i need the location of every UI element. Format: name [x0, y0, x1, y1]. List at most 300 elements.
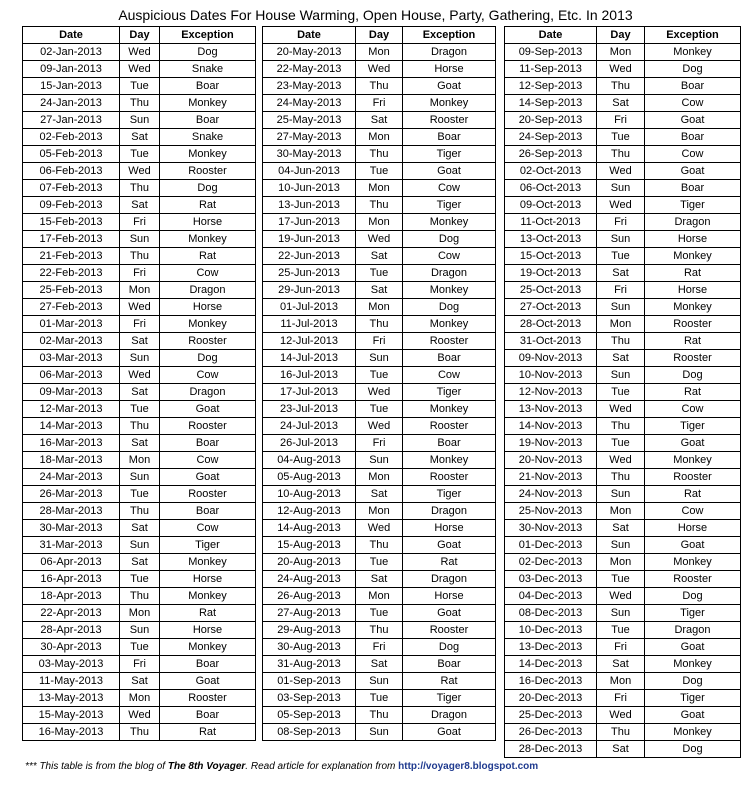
day-header: Day [356, 27, 403, 44]
day-cell: Tue [356, 554, 403, 571]
date-cell: 16-Jul-2013 [263, 367, 356, 384]
exception-cell: Cow [403, 180, 496, 197]
date-cell: 16-May-2013 [23, 724, 120, 741]
table-row [23, 503, 256, 520]
table-row [23, 520, 256, 537]
day-cell: Mon [356, 214, 403, 231]
table-row [505, 197, 741, 214]
table-row [505, 622, 741, 639]
date-cell: 09-Feb-2013 [23, 197, 120, 214]
exception-cell: Goat [645, 112, 741, 129]
exception-cell: Cow [160, 520, 256, 537]
day-cell: Tue [356, 605, 403, 622]
table-row [263, 707, 496, 724]
day-cell: Sat [120, 129, 160, 146]
date-cell: 16-Mar-2013 [23, 435, 120, 452]
table-row [263, 520, 496, 537]
table-row [505, 486, 741, 503]
day-cell: Tue [120, 78, 160, 95]
day-cell: Mon [356, 129, 403, 146]
exception-cell: Rooster [403, 112, 496, 129]
exception-cell: Monkey [160, 231, 256, 248]
table-row [23, 418, 256, 435]
table-row [505, 129, 741, 146]
date-cell: 02-Feb-2013 [23, 129, 120, 146]
date-cell: 03-May-2013 [23, 656, 120, 673]
table-row [23, 112, 256, 129]
exception-cell: Dragon [645, 214, 741, 231]
exception-cell: Rooster [403, 333, 496, 350]
day-cell: Wed [356, 231, 403, 248]
table-row [505, 656, 741, 673]
table-row [505, 299, 741, 316]
exception-cell: Rooster [160, 333, 256, 350]
date-cell: 10-Jun-2013 [263, 180, 356, 197]
exception-cell: Rooster [403, 469, 496, 486]
day-cell: Thu [356, 622, 403, 639]
date-cell: 17-Jun-2013 [263, 214, 356, 231]
exception-cell: Horse [645, 282, 741, 299]
date-header: Date [505, 27, 597, 44]
day-cell: Sun [597, 537, 645, 554]
exception-cell: Boar [645, 78, 741, 95]
table-row [23, 571, 256, 588]
day-cell: Thu [120, 503, 160, 520]
footer-blog-name: The 8th Voyager [167, 761, 246, 772]
date-cell: 26-Sep-2013 [505, 146, 597, 163]
date-cell: 29-Jun-2013 [263, 282, 356, 299]
table-header-row [505, 27, 741, 44]
exception-cell: Goat [160, 673, 256, 690]
table-row [263, 724, 496, 741]
table-row [23, 605, 256, 622]
date-cell: 25-Jun-2013 [263, 265, 356, 282]
exception-cell: Cow [645, 146, 741, 163]
exception-cell: Dog [645, 367, 741, 384]
date-cell: 28-Oct-2013 [505, 316, 597, 333]
day-cell: Mon [356, 503, 403, 520]
date-cell: 14-Nov-2013 [505, 418, 597, 435]
exception-cell: Dragon [160, 384, 256, 401]
date-cell: 02-Mar-2013 [23, 333, 120, 350]
date-cell: 02-Jan-2013 [23, 44, 120, 61]
exception-cell: Horse [160, 571, 256, 588]
date-cell: 17-Jul-2013 [263, 384, 356, 401]
footer-middle: . Read article for explanation from [245, 761, 396, 772]
date-cell: 16-Dec-2013 [505, 673, 597, 690]
day-cell: Wed [597, 707, 645, 724]
date-cell: 10-Dec-2013 [505, 622, 597, 639]
exception-cell: Monkey [160, 316, 256, 333]
date-cell: 02-Dec-2013 [505, 554, 597, 571]
exception-cell: Goat [403, 78, 496, 95]
table-row [23, 639, 256, 656]
table-row [505, 469, 741, 486]
exception-cell: Rooster [645, 316, 741, 333]
day-cell: Sun [597, 180, 645, 197]
date-cell: 28-Dec-2013 [505, 741, 597, 758]
date-cell: 08-Sep-2013 [263, 724, 356, 741]
table-row [23, 588, 256, 605]
date-cell: 27-Aug-2013 [263, 605, 356, 622]
exception-cell: Monkey [645, 248, 741, 265]
exception-cell: Goat [645, 435, 741, 452]
exception-cell: Goat [160, 401, 256, 418]
day-cell: Wed [356, 520, 403, 537]
table-row [263, 197, 496, 214]
date-cell: 21-Feb-2013 [23, 248, 120, 265]
date-cell: 28-Mar-2013 [23, 503, 120, 520]
day-cell: Wed [597, 452, 645, 469]
date-cell: 12-Aug-2013 [263, 503, 356, 520]
day-cell: Mon [597, 316, 645, 333]
date-cell: 22-May-2013 [263, 61, 356, 78]
date-cell: 30-Nov-2013 [505, 520, 597, 537]
date-cell: 30-Aug-2013 [263, 639, 356, 656]
table-row [263, 78, 496, 95]
date-cell: 15-Oct-2013 [505, 248, 597, 265]
exception-cell: Cow [403, 367, 496, 384]
day-cell: Sat [597, 95, 645, 112]
day-cell: Sun [120, 469, 160, 486]
table-row [263, 299, 496, 316]
table-row [263, 503, 496, 520]
day-cell: Fri [597, 690, 645, 707]
table-row [505, 537, 741, 554]
date-cell: 17-Feb-2013 [23, 231, 120, 248]
date-cell: 11-Oct-2013 [505, 214, 597, 231]
table-row [23, 384, 256, 401]
table-row [505, 401, 741, 418]
table-row [23, 44, 256, 61]
table-row [505, 690, 741, 707]
date-cell: 22-Jun-2013 [263, 248, 356, 265]
date-cell: 09-Jan-2013 [23, 61, 120, 78]
table-row [23, 401, 256, 418]
day-cell: Tue [597, 384, 645, 401]
date-cell: 06-Mar-2013 [23, 367, 120, 384]
date-cell: 27-Feb-2013 [23, 299, 120, 316]
day-cell: Fri [356, 95, 403, 112]
exception-cell: Monkey [645, 656, 741, 673]
day-cell: Thu [356, 78, 403, 95]
day-cell: Sat [356, 656, 403, 673]
day-cell: Thu [597, 78, 645, 95]
exception-cell: Dragon [403, 44, 496, 61]
date-cell: 13-Oct-2013 [505, 231, 597, 248]
exception-cell: Tiger [645, 690, 741, 707]
table-row [23, 61, 256, 78]
table-row [505, 588, 741, 605]
footer-url-link[interactable]: http://voyager8.blogspot.com [398, 761, 539, 772]
exception-cell: Dragon [403, 571, 496, 588]
table-row [263, 588, 496, 605]
day-cell: Thu [597, 333, 645, 350]
date-cell: 26-Jul-2013 [263, 435, 356, 452]
day-cell: Wed [120, 44, 160, 61]
day-cell: Sun [356, 673, 403, 690]
date-cell: 13-May-2013 [23, 690, 120, 707]
day-cell: Thu [356, 707, 403, 724]
table-row [505, 78, 741, 95]
day-cell: Sat [120, 333, 160, 350]
date-cell: 16-Apr-2013 [23, 571, 120, 588]
day-cell: Sat [120, 554, 160, 571]
day-cell: Thu [356, 146, 403, 163]
exception-cell: Boar [160, 435, 256, 452]
date-cell: 20-Dec-2013 [505, 690, 597, 707]
day-cell: Tue [120, 486, 160, 503]
table-row [263, 333, 496, 350]
exception-cell: Boar [645, 129, 741, 146]
date-cell: 31-Aug-2013 [263, 656, 356, 673]
table-row [505, 214, 741, 231]
exception-cell: Rooster [160, 418, 256, 435]
date-cell: 24-Aug-2013 [263, 571, 356, 588]
table-row [23, 248, 256, 265]
exception-cell: Boar [645, 180, 741, 197]
table-row [505, 571, 741, 588]
date-cell: 01-Dec-2013 [505, 537, 597, 554]
day-header: Day [120, 27, 160, 44]
table-row [23, 333, 256, 350]
day-cell: Tue [356, 401, 403, 418]
day-cell: Fri [356, 639, 403, 656]
table-row [505, 146, 741, 163]
exception-cell: Dog [645, 741, 741, 758]
date-cell: 14-Mar-2013 [23, 418, 120, 435]
table-row [263, 95, 496, 112]
table-row [263, 44, 496, 61]
day-cell: Sat [120, 673, 160, 690]
exception-cell: Monkey [160, 554, 256, 571]
date-header: Date [263, 27, 356, 44]
exception-cell: Goat [403, 163, 496, 180]
day-cell: Thu [356, 316, 403, 333]
dates-table-2 [262, 26, 496, 741]
exception-cell: Monkey [403, 214, 496, 231]
day-cell: Mon [597, 554, 645, 571]
day-cell: Thu [597, 146, 645, 163]
exception-cell: Rooster [645, 350, 741, 367]
day-cell: Sat [120, 435, 160, 452]
day-cell: Sun [120, 350, 160, 367]
table-row [505, 452, 741, 469]
day-cell: Thu [120, 248, 160, 265]
day-cell: Thu [597, 418, 645, 435]
day-cell: Sat [597, 656, 645, 673]
table-row [263, 384, 496, 401]
day-cell: Sun [356, 350, 403, 367]
exception-cell: Dragon [403, 265, 496, 282]
table-row [263, 486, 496, 503]
exception-cell: Rat [403, 673, 496, 690]
exception-cell: Rat [645, 333, 741, 350]
date-header: Date [23, 27, 120, 44]
date-cell: 23-May-2013 [263, 78, 356, 95]
exception-cell: Rat [160, 724, 256, 741]
date-cell: 09-Oct-2013 [505, 197, 597, 214]
table-row [505, 707, 741, 724]
date-cell: 13-Dec-2013 [505, 639, 597, 656]
table-row [23, 163, 256, 180]
date-cell: 24-Sep-2013 [505, 129, 597, 146]
table-row [23, 435, 256, 452]
day-cell: Mon [597, 673, 645, 690]
day-cell: Wed [120, 707, 160, 724]
day-cell: Sat [597, 350, 645, 367]
day-cell: Sat [356, 486, 403, 503]
exception-cell: Dragon [403, 707, 496, 724]
table-row [263, 316, 496, 333]
date-cell: 04-Jun-2013 [263, 163, 356, 180]
day-cell: Wed [120, 163, 160, 180]
dates-table-3 [504, 26, 741, 758]
exception-cell: Tiger [645, 605, 741, 622]
exception-cell: Monkey [160, 146, 256, 163]
table-row [263, 639, 496, 656]
day-cell: Tue [356, 367, 403, 384]
table-row [263, 61, 496, 78]
day-cell: Thu [356, 537, 403, 554]
exception-cell: Tiger [645, 418, 741, 435]
exception-cell: Cow [645, 503, 741, 520]
exception-cell: Snake [160, 129, 256, 146]
day-cell: Mon [120, 605, 160, 622]
table-row [263, 469, 496, 486]
day-cell: Mon [120, 452, 160, 469]
exception-cell: Cow [645, 95, 741, 112]
date-cell: 12-Sep-2013 [505, 78, 597, 95]
exception-cell: Rooster [403, 622, 496, 639]
table-row [505, 673, 741, 690]
exception-cell: Boar [160, 503, 256, 520]
exception-header: Exception [403, 27, 496, 44]
date-cell: 24-Nov-2013 [505, 486, 597, 503]
table-row [23, 299, 256, 316]
page-title: Auspicious Dates For House Warming, Open House, Party, Gathering, Etc. In 2013 [118, 7, 633, 23]
exception-cell: Rooster [160, 486, 256, 503]
table-row [505, 265, 741, 282]
exception-cell: Monkey [160, 588, 256, 605]
day-cell: Wed [597, 588, 645, 605]
date-cell: 28-Apr-2013 [23, 622, 120, 639]
table-row [23, 129, 256, 146]
exception-cell: Dog [645, 61, 741, 78]
exception-cell: Goat [160, 469, 256, 486]
day-cell: Tue [597, 129, 645, 146]
date-cell: 09-Sep-2013 [505, 44, 597, 61]
exception-cell: Rooster [645, 571, 741, 588]
table-row [505, 520, 741, 537]
day-cell: Tue [120, 639, 160, 656]
date-cell: 10-Nov-2013 [505, 367, 597, 384]
date-cell: 22-Feb-2013 [23, 265, 120, 282]
exception-cell: Goat [645, 163, 741, 180]
date-cell: 25-Oct-2013 [505, 282, 597, 299]
date-cell: 30-Apr-2013 [23, 639, 120, 656]
day-cell: Thu [597, 724, 645, 741]
date-cell: 27-Oct-2013 [505, 299, 597, 316]
date-cell: 19-Oct-2013 [505, 265, 597, 282]
exception-cell: Tiger [160, 537, 256, 554]
day-cell: Mon [356, 44, 403, 61]
day-cell: Wed [120, 299, 160, 316]
exception-cell: Dog [645, 588, 741, 605]
exception-cell: Rooster [645, 469, 741, 486]
exception-cell: Rooster [160, 163, 256, 180]
table-row [505, 180, 741, 197]
exception-cell: Rooster [403, 418, 496, 435]
exception-cell: Dog [160, 180, 256, 197]
table-row [263, 605, 496, 622]
exception-cell: Tiger [403, 146, 496, 163]
exception-cell: Dog [160, 350, 256, 367]
date-cell: 25-Nov-2013 [505, 503, 597, 520]
day-header: Day [597, 27, 645, 44]
exception-cell: Monkey [645, 554, 741, 571]
date-cell: 24-Mar-2013 [23, 469, 120, 486]
exception-cell: Cow [645, 401, 741, 418]
day-cell: Sat [356, 248, 403, 265]
table-row [263, 231, 496, 248]
exception-cell: Cow [160, 452, 256, 469]
exception-cell: Cow [403, 248, 496, 265]
table-row [505, 384, 741, 401]
date-cell: 29-Aug-2013 [263, 622, 356, 639]
day-cell: Sat [597, 520, 645, 537]
date-cell: 01-Sep-2013 [263, 673, 356, 690]
date-cell: 19-Nov-2013 [505, 435, 597, 452]
exception-cell: Tiger [403, 690, 496, 707]
exception-cell: Boar [160, 656, 256, 673]
table-row [23, 265, 256, 282]
date-cell: 31-Oct-2013 [505, 333, 597, 350]
day-cell: Thu [120, 588, 160, 605]
date-cell: 08-Dec-2013 [505, 605, 597, 622]
day-cell: Tue [597, 435, 645, 452]
day-cell: Wed [597, 61, 645, 78]
exception-cell: Rat [403, 554, 496, 571]
table-row [263, 350, 496, 367]
date-cell: 23-Jul-2013 [263, 401, 356, 418]
exception-cell: Tiger [403, 197, 496, 214]
day-cell: Thu [120, 180, 160, 197]
exception-cell: Snake [160, 61, 256, 78]
exception-cell: Monkey [403, 401, 496, 418]
day-cell: Fri [597, 282, 645, 299]
day-cell: Sat [356, 571, 403, 588]
day-cell: Sun [597, 367, 645, 384]
exception-cell: Monkey [645, 452, 741, 469]
table-row [23, 690, 256, 707]
table-row [23, 78, 256, 95]
exception-cell: Horse [645, 231, 741, 248]
table-row [263, 656, 496, 673]
exception-cell: Rat [160, 605, 256, 622]
table-row [505, 605, 741, 622]
date-cell: 22-Apr-2013 [23, 605, 120, 622]
table-row [505, 350, 741, 367]
table-row [263, 554, 496, 571]
date-cell: 09-Mar-2013 [23, 384, 120, 401]
table-row [505, 503, 741, 520]
date-cell: 24-Jul-2013 [263, 418, 356, 435]
table-row [23, 197, 256, 214]
day-cell: Thu [120, 418, 160, 435]
day-cell: Fri [120, 656, 160, 673]
table-row [505, 248, 741, 265]
